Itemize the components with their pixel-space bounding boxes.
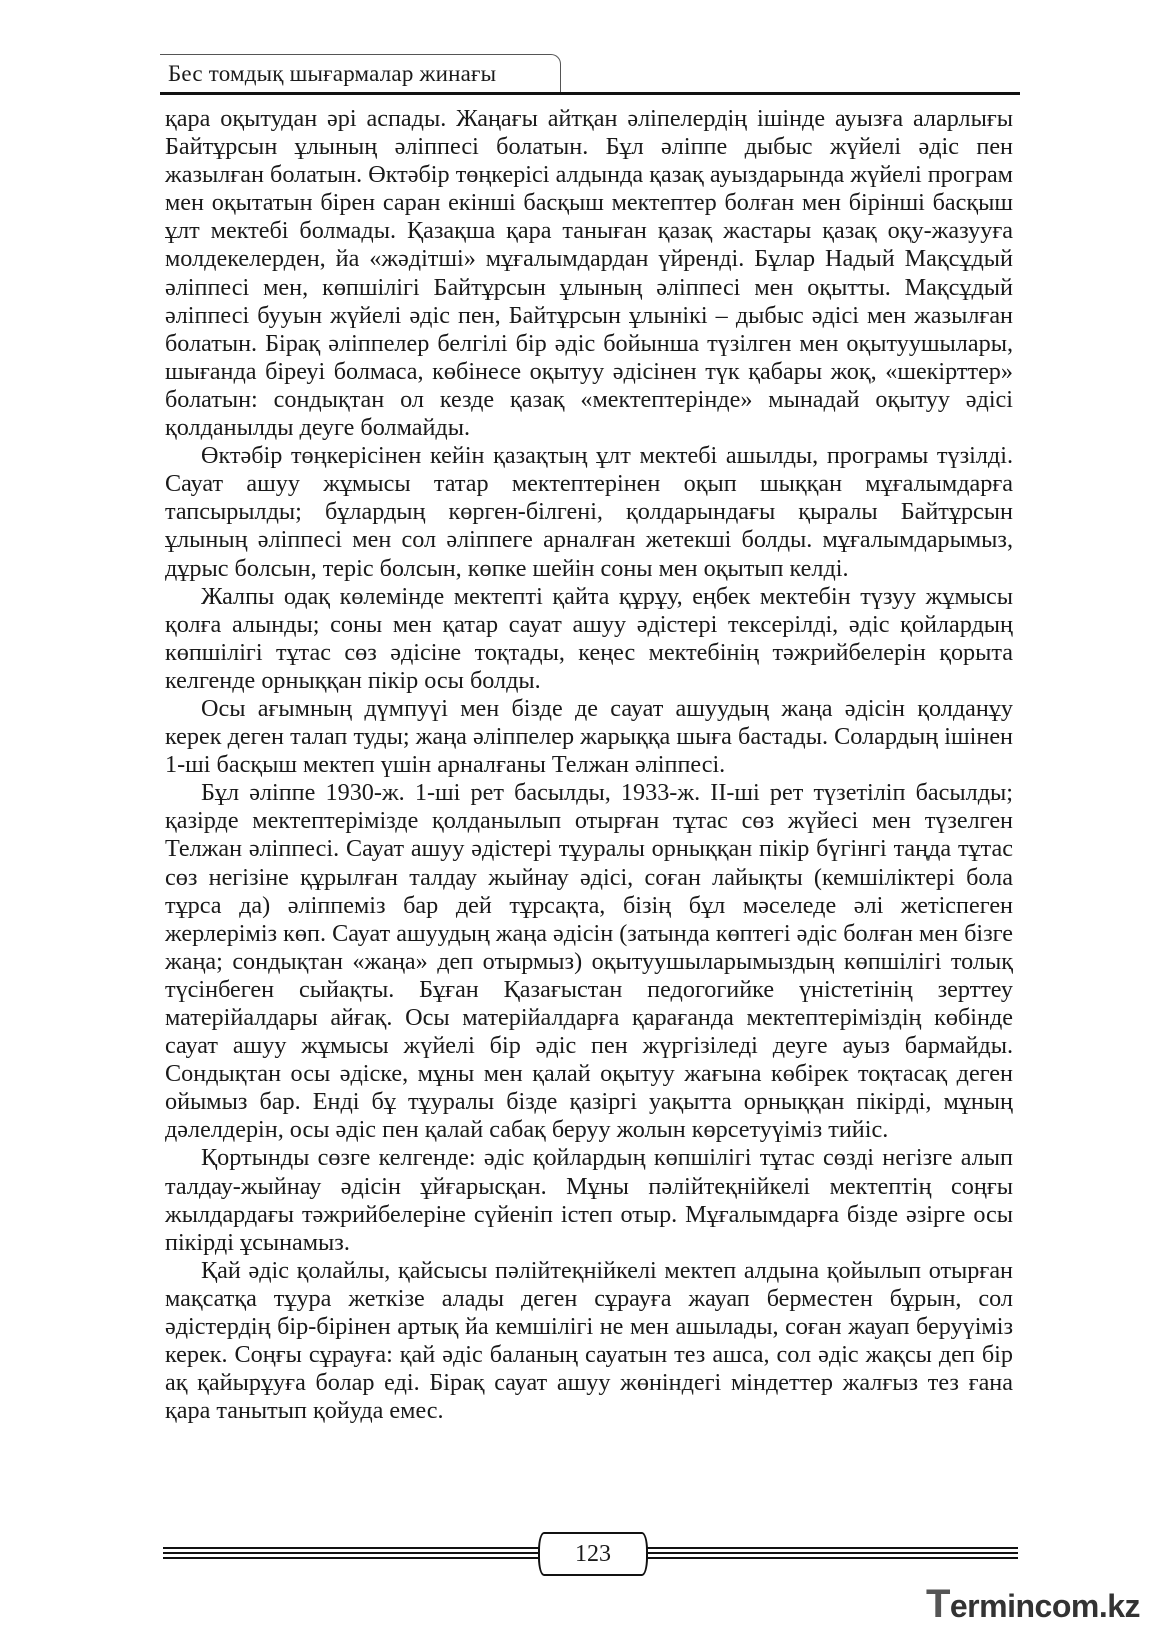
watermark-text: ermincom.kz	[949, 1588, 1140, 1624]
page-number: 123	[538, 1532, 648, 1576]
page-footer	[163, 1532, 1018, 1576]
paragraph-3: Жалпы одақ көлемінде мектепті қайта құрұу, еңбек мектебін түзуу жұмысы қолға алынды; соны мен қатар сауат ашуу әдістері тексерілді, әдіс қойлардың көпшілігі тұтас сөз әдісіне тоқтады, кеңес мектебінің тәжрийбелерін қорыта келгенде орныққан пікір осы болды.	[165, 582, 1013, 694]
book-title: Бес томдық шығармалар жинағы	[168, 61, 497, 86]
paragraph-7: Қай әдіс қолайлы, қайсысы пәлійтеқнійкелі мектеп алдына қойылып отырған мақсатқа тұура жеткізе алады деген сұрауға жауап берместен бұрын, сол әдістердің бір-бірінен артық йа кемшілігі не мен ашылады, соған жауап беруүіміз керек. Соңғы сұрауға: қай әдіс баланың сауатын тез ашса, сол әдіс жақсы деп бір ақ қайырұуға болар еді. Бірақ сауат ашуу жөніндегі міндеттер жалғыз тез ғана қара танытып қойуда емес.	[165, 1256, 1013, 1425]
paragraph-5: Бұл әліппе 1930-ж. 1-ші рет басылды, 1933-ж. ІІ-ші рет түзетіліп басылды; қазірде мектептерімізде қолданылып отырған тұтас сөз жүйесі мен түзелген Телжан әліппесі. Сауат ашуу әдістері тұуралы орныққан пікір бүгінгі таңда тұтас сөз негізіне құрылған талдау жыйнау әдісі, соған лайықты (кемшіліктері бола тұрса да) әліппеміз бар дей тұрсақта, бізің бұл мәселеде әлі жетіспеген жерлеріміз көп. Сауат ашуудың жаңа әдісін (затында көптегі әдіс болған мен бізге жаңа; сондықтан «жаңа» деп отырмыз) оқытуушыларымыздың көпшілігі толық түсінбеген сыйақты. Бұған Қазағыстан педогогийке үністетінің зерттеу матерійалдары айғақ. Осы матерійалдарға қарағанда мектептеріміздің көбінде сауат ашуу жұмысы жүйелі бір әдіс пен жүргізіледі деуге ауыз бармайды. Сондықтан осы әдіске, мұны мен қалай оқытуу жағына көбірек тоқтасақ деген ойымыз бар. Енді бұ тұуралы бізде қазіргі уақытта орныққан пікірді, мұның дәлелдерін, осы әдіс пен қалай сабақ беруу жолын көрсетуүіміз тийіс.	[165, 779, 1013, 1144]
running-header	[160, 52, 1020, 96]
header-rule	[160, 92, 1020, 95]
paragraph-2: Өктәбір төңкерісінен кейін қазақтың ұлт мектебі ашылды, програмы түзілді. Сауат ашуу жұмысы татар мектептерінен оқып шыққан мұғалымдарға тапсырылды; бұлардың көрген-білгені, қолдарындағы қыралы Байтұрсын ұлының әліппесі мен сол әліппеге арналған жетекші болды. мұғалымдарымыз, дұрыс болсын, теріс болсын, көпке шейін соны мен оқытып келді.	[165, 442, 1013, 582]
paragraph-1: қара оқытудан әрі аспады. Жаңағы айтқан әліпелердің ішінде ауызға аларлығы Байтұрсын ұлының әліппесі болатын. Бұл әліппе дыбыс жүйелі әдіс пен жазылған болатын. Өктәбір төңкерісі алдында қазақ ауыздарында жүйелі програм мен оқытатын бірен саран екінші басқыш мектептер болған мен бірінші басқыш ұлт мектебі болмады. Қазақша қара таныған қазақ жастары қазақ оқу-жазууға молдекелерден, йа «жәдітші» мұғалымдардан үйренді. Бұлар Надый Мақсұдый әліппесі мен, көпшілігі Байтұрсын ұлының әліппесі мен оқытты. Мақсұдый әліппесі бууын жүйелі әдіс пен, Байтұрсын ұлынікі – дыбыс әдісі мен жазылған болатын. Бірақ әліппелер белгілі бір әдіс бойынша түзілген мен оқытуушылары, шығанда біреуі болмаса, көбінесе оқытуу әдісінен түк қабары жоқ, «шекірттер» болатын: сондықтан ол кезде қазақ «мектептерінде» мынадай оқытуу әдісі қолданылды деуге болмайды.	[165, 105, 1013, 442]
watermark-initial: T	[925, 1582, 950, 1626]
paragraph-4: Осы ағымның дүмпуүі мен бізде де сауат ашуудың жаңа әдісін қолданұу керек деген талап туды; жаңа әліппелер жарыққа шыға бастады. Солардың ішінен 1-ші басқыш мектеп үшін арналғаны Телжан әліппесі.	[165, 694, 1013, 779]
paragraph-6: Қортынды сөзге келгенде: әдіс қойлардың көпшілігі тұтас сөзді негізге алып талдау-жыйнау әдісін ұйғарысқан. Мұны пәлійтеқнійкелі мектептің соңғы жылдардағы тәжрийбелеріне сүйеніп істеп отыр. Мұғалымдарға бізде әзірге осы пікірді ұсынамыз.	[165, 1144, 1013, 1256]
watermark-logo	[926, 1582, 1140, 1627]
body-text	[165, 105, 1013, 1425]
